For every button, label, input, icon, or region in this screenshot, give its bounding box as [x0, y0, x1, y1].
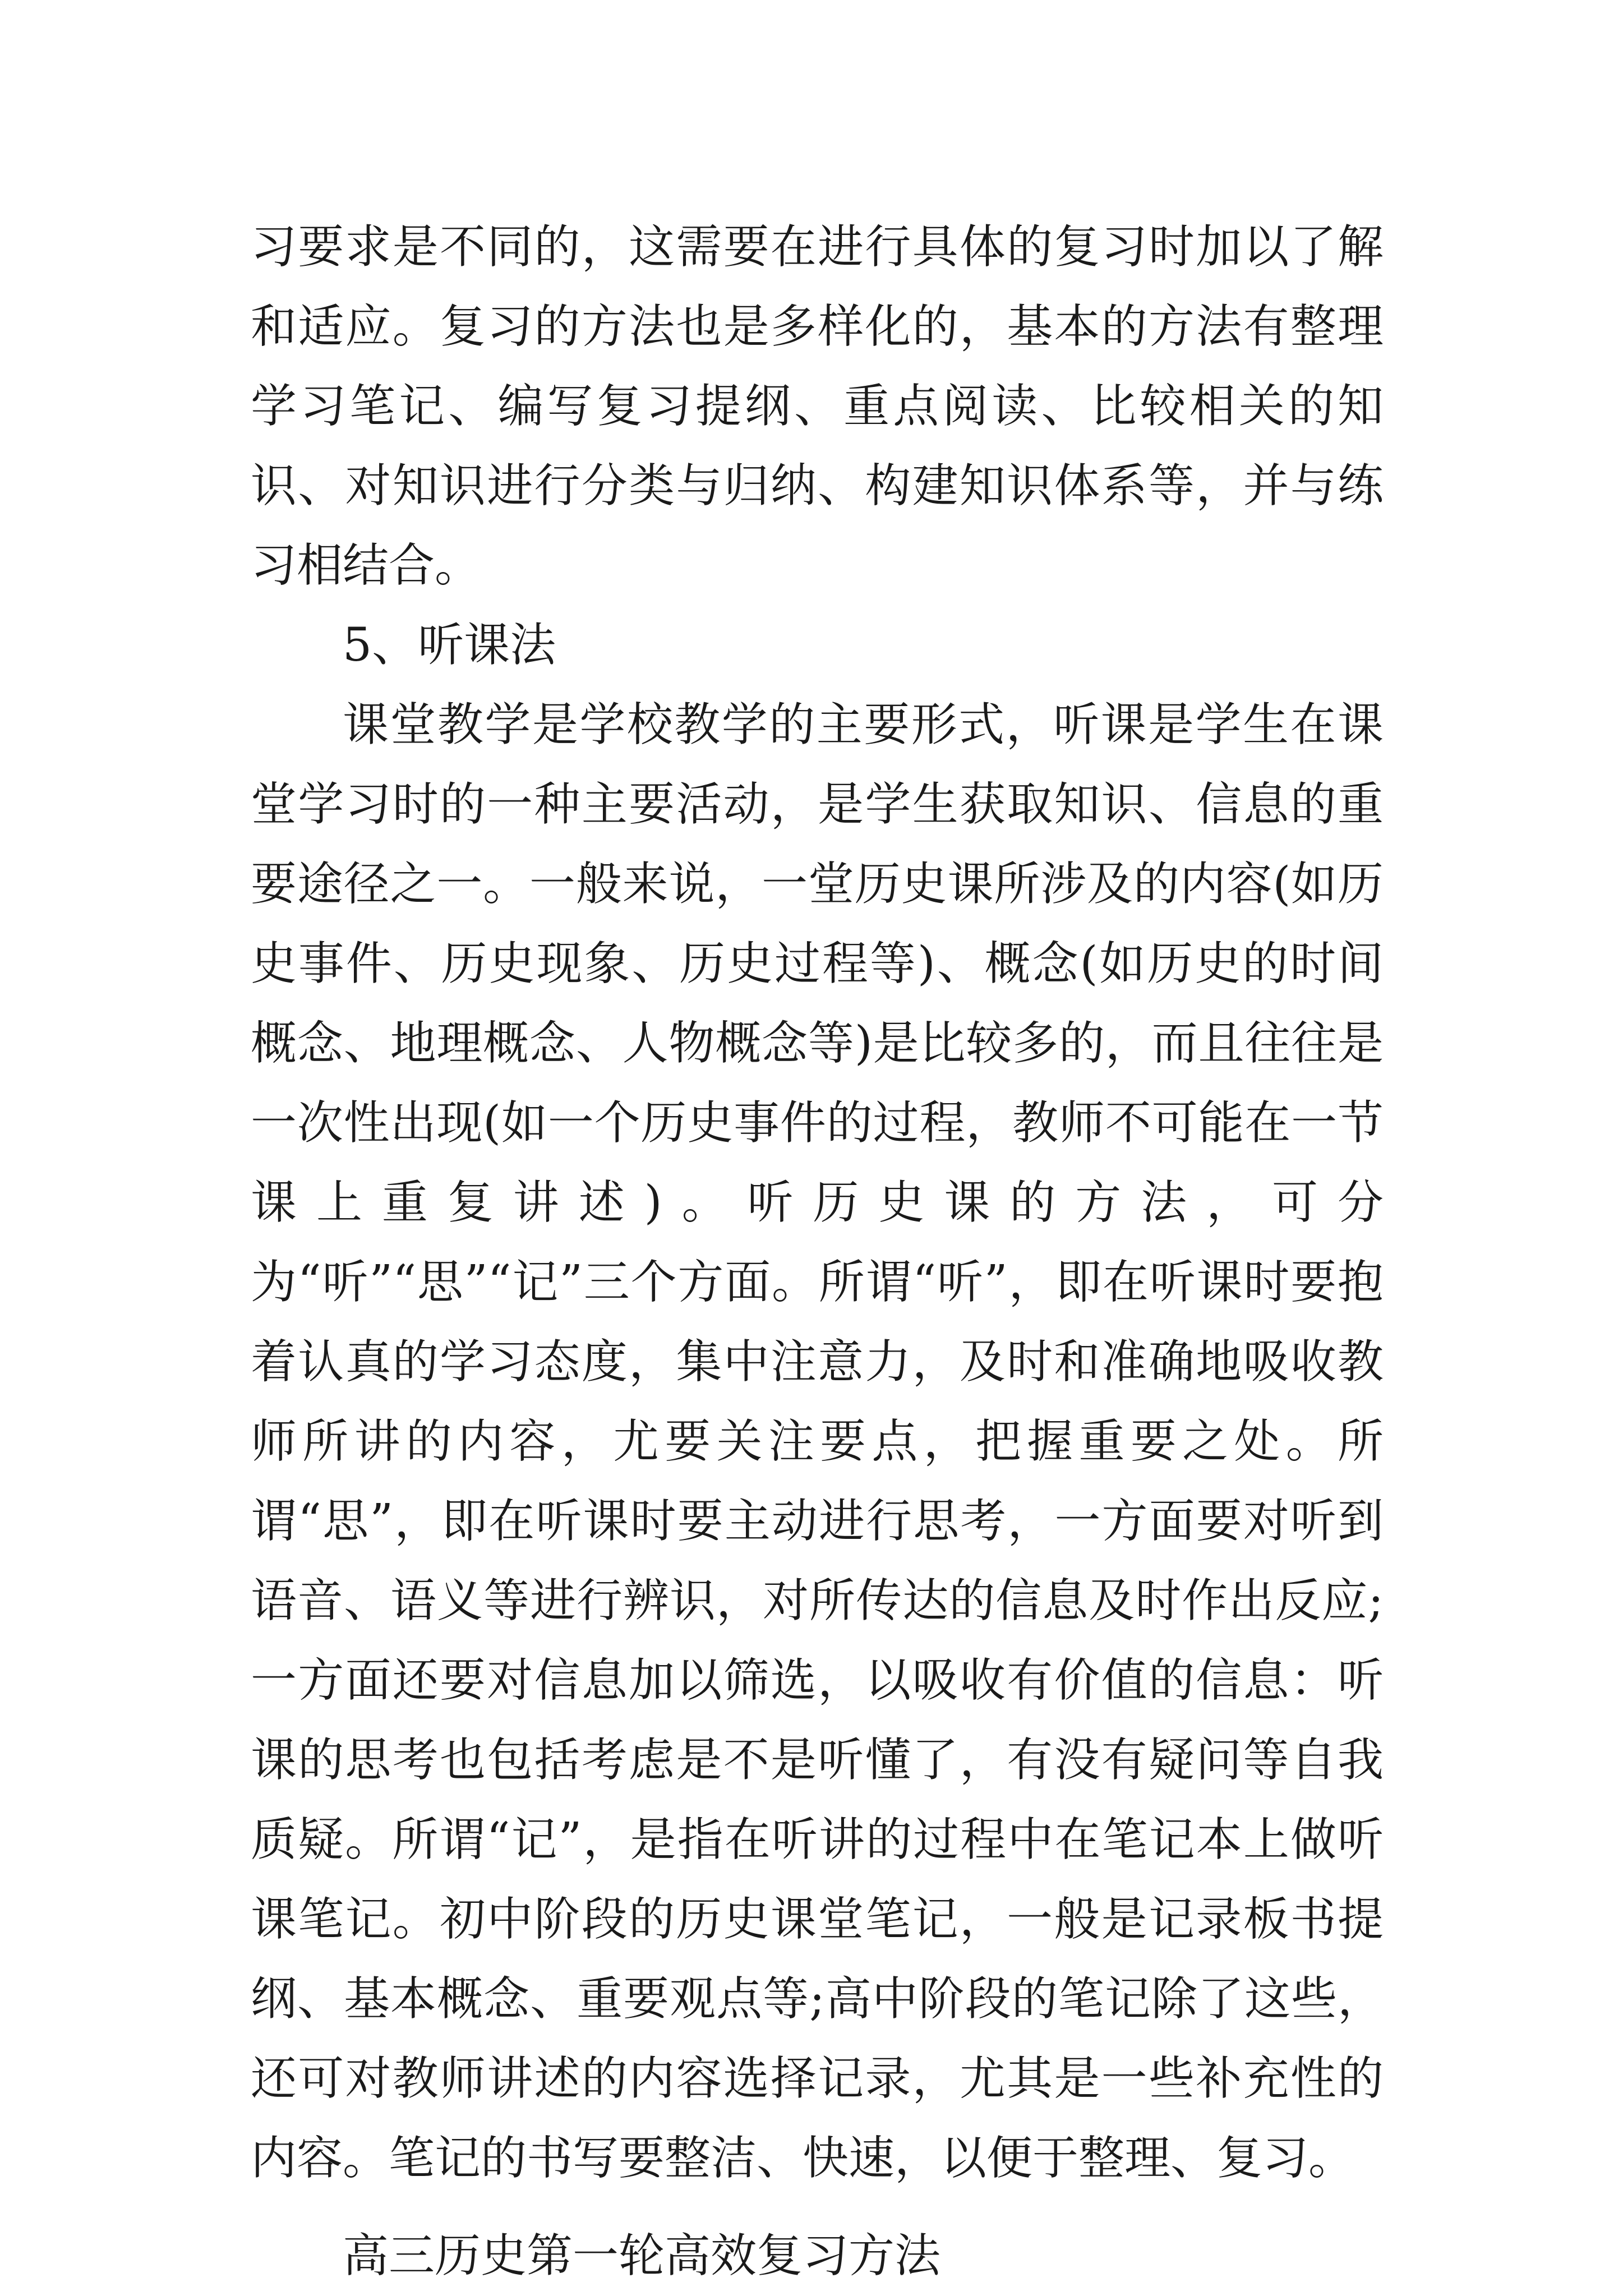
section-heading: 5、听课法: [343, 619, 556, 672]
section-body-paragraph: 课堂教学是学校教学的主要形式，听课是学生在课堂学习时的一种主要活动，是学生获取知识、信息的重要途径之一。一般来说，一堂历史课所涉及的内容(如历史事件、历史现象、历史过程等)、概念(如历史的时间概念、地理概念、人物概念等)是比较多的，而且往往是一次性出现(如一个历史事件的过程，教师不可能在一节课上重复讲述)。听历史课的方法，可分为“听”“思”“记”三个方面。所谓“听”，即在听课时要抱着认真的学习态度，集中注意力，及时和准确地吸收教师所讲的内容，尤要关注要点，把握重要之处。所谓“思”，即在听课时要主动进行思考，一方面要对听到语音、语义等进行辨识，对所传达的信息及时作出反应;一方面还要对信息加以筛选，以吸收有价值的信息：听课的思考也包括考虑是不是听懂了，有没有疑问等自我质疑。所谓“记”，是指在听讲的过程中在笔记本上做听课笔记。初中阶段的历史课堂笔记，一般是记录板书提纲、基本概念、重要观点等;高中阶段的笔记除了这些，还可对教师讲述的内容选择记录，尤其是一些补充性的内容。笔记的书写要整洁、快速，以便于整理、复习。: [251, 698, 1384, 2185]
closing-title: 高三历史第一轮高效复习方法: [343, 2229, 941, 2283]
document-page: [251, 208, 1384, 2296]
continued-paragraph: 习要求是不同的，这需要在进行具体的复习时加以了解和适应。复习的方法也是多样化的，基本的方法有整理学习笔记、编写复习提纲、重点阅读、比较相关的知识、对知识进行分类与归纳、构建知识体系等，并与练习相结合。: [251, 220, 1384, 592]
